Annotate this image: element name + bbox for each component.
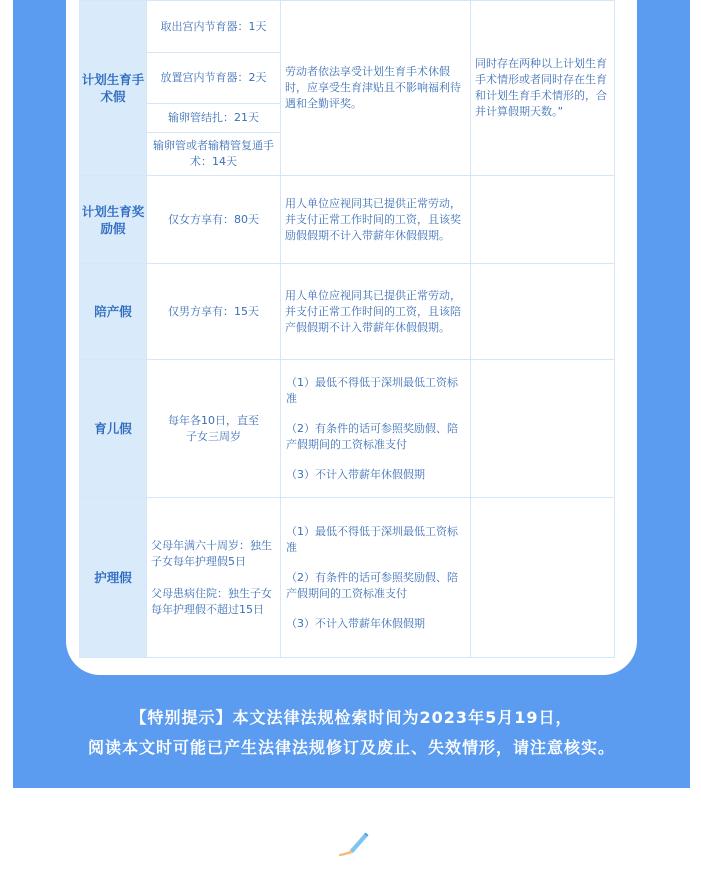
note-cell xyxy=(281,360,471,498)
leave-item: 放置宫内节育器：2天 xyxy=(147,53,281,104)
category-label: 陪产假 xyxy=(94,304,132,319)
empty-cell xyxy=(471,360,615,498)
pen-icon xyxy=(334,830,370,860)
note-line: （3）不计入带薪年休假假期 xyxy=(286,616,425,630)
table-row xyxy=(80,498,615,658)
table-row xyxy=(80,360,615,498)
empty-cell xyxy=(471,264,615,360)
notice-line-2: 阅读本文时可能已产生法律法规修订及废止、失效情形，请注意核实。 xyxy=(87,738,615,757)
leave-item: 输卵管或者输精管复通手术：14天 xyxy=(147,133,281,176)
leave-item: 每年各10日，直至子女三周岁 xyxy=(147,360,281,498)
category-label: 计划生育手术假 xyxy=(81,72,145,104)
leave-item-line: 父母患病住院：独生子女每年护理假不超过15日 xyxy=(151,586,272,616)
note-line: （3）不计入带薪年休假假期 xyxy=(286,467,425,481)
category-cell xyxy=(80,360,147,498)
category-cell xyxy=(80,264,147,360)
table-row xyxy=(80,264,615,360)
leave-item xyxy=(147,498,281,658)
note-line: （2）有条件的话可参照奖励假、陪产假期间的工资标准支付 xyxy=(286,421,458,451)
table-row xyxy=(80,1,615,53)
notice-line-1: 【特别提示】本文法律法规检索时间为2023年5月19日， xyxy=(130,708,573,727)
category-label: 计划生育奖励假 xyxy=(81,203,145,236)
extra-note-cell: 同时存在两种以上计划生育手术情形或者同时存在生育和计划生育手术情形的，合并计算假期天数。” xyxy=(471,1,615,176)
note-line: （2）有条件的话可参照奖励假、陪产假期间的工资标准支付 xyxy=(286,570,458,600)
leave-item: 取出宫内节育器：1天 xyxy=(147,1,281,53)
category-cell xyxy=(80,498,147,658)
note-line: （1）最低不得低于深圳最低工资标准 xyxy=(286,375,458,405)
leave-item: 输卵管结扎：21天 xyxy=(147,104,281,133)
leave-item: 仅女方享有：80天 xyxy=(147,176,281,264)
category-label: 育儿假 xyxy=(94,421,132,436)
category-label: 护理假 xyxy=(94,570,132,585)
empty-cell xyxy=(471,176,615,264)
note-cell: 用人单位应视同其已提供正常劳动，并支付正常工作时间的工资，且该陪产假假期不计入带薪年休假假期。 xyxy=(281,264,471,360)
leave-table xyxy=(79,0,615,658)
note-cell xyxy=(281,498,471,658)
category-cell xyxy=(80,176,147,264)
table-row xyxy=(80,176,615,264)
category-cell xyxy=(80,1,147,176)
note-cell: 劳动者依法享受计划生育手术休假时，应享受生育津贴且不影响福利待遇和全勤评奖。 xyxy=(281,1,471,176)
empty-cell xyxy=(471,498,615,658)
note-cell: 用人单位应视同其已提供正常劳动，并支付正常工作时间的工资，且该奖励假假期不计入带薪年休假假期。 xyxy=(281,176,471,264)
leave-item: 仅男方享有：15天 xyxy=(147,264,281,360)
note-line: （1）最低不得低于深圳最低工资标准 xyxy=(286,524,458,554)
leave-item-line: 父母年满六十周岁：独生子女每年护理假5日 xyxy=(151,538,272,568)
